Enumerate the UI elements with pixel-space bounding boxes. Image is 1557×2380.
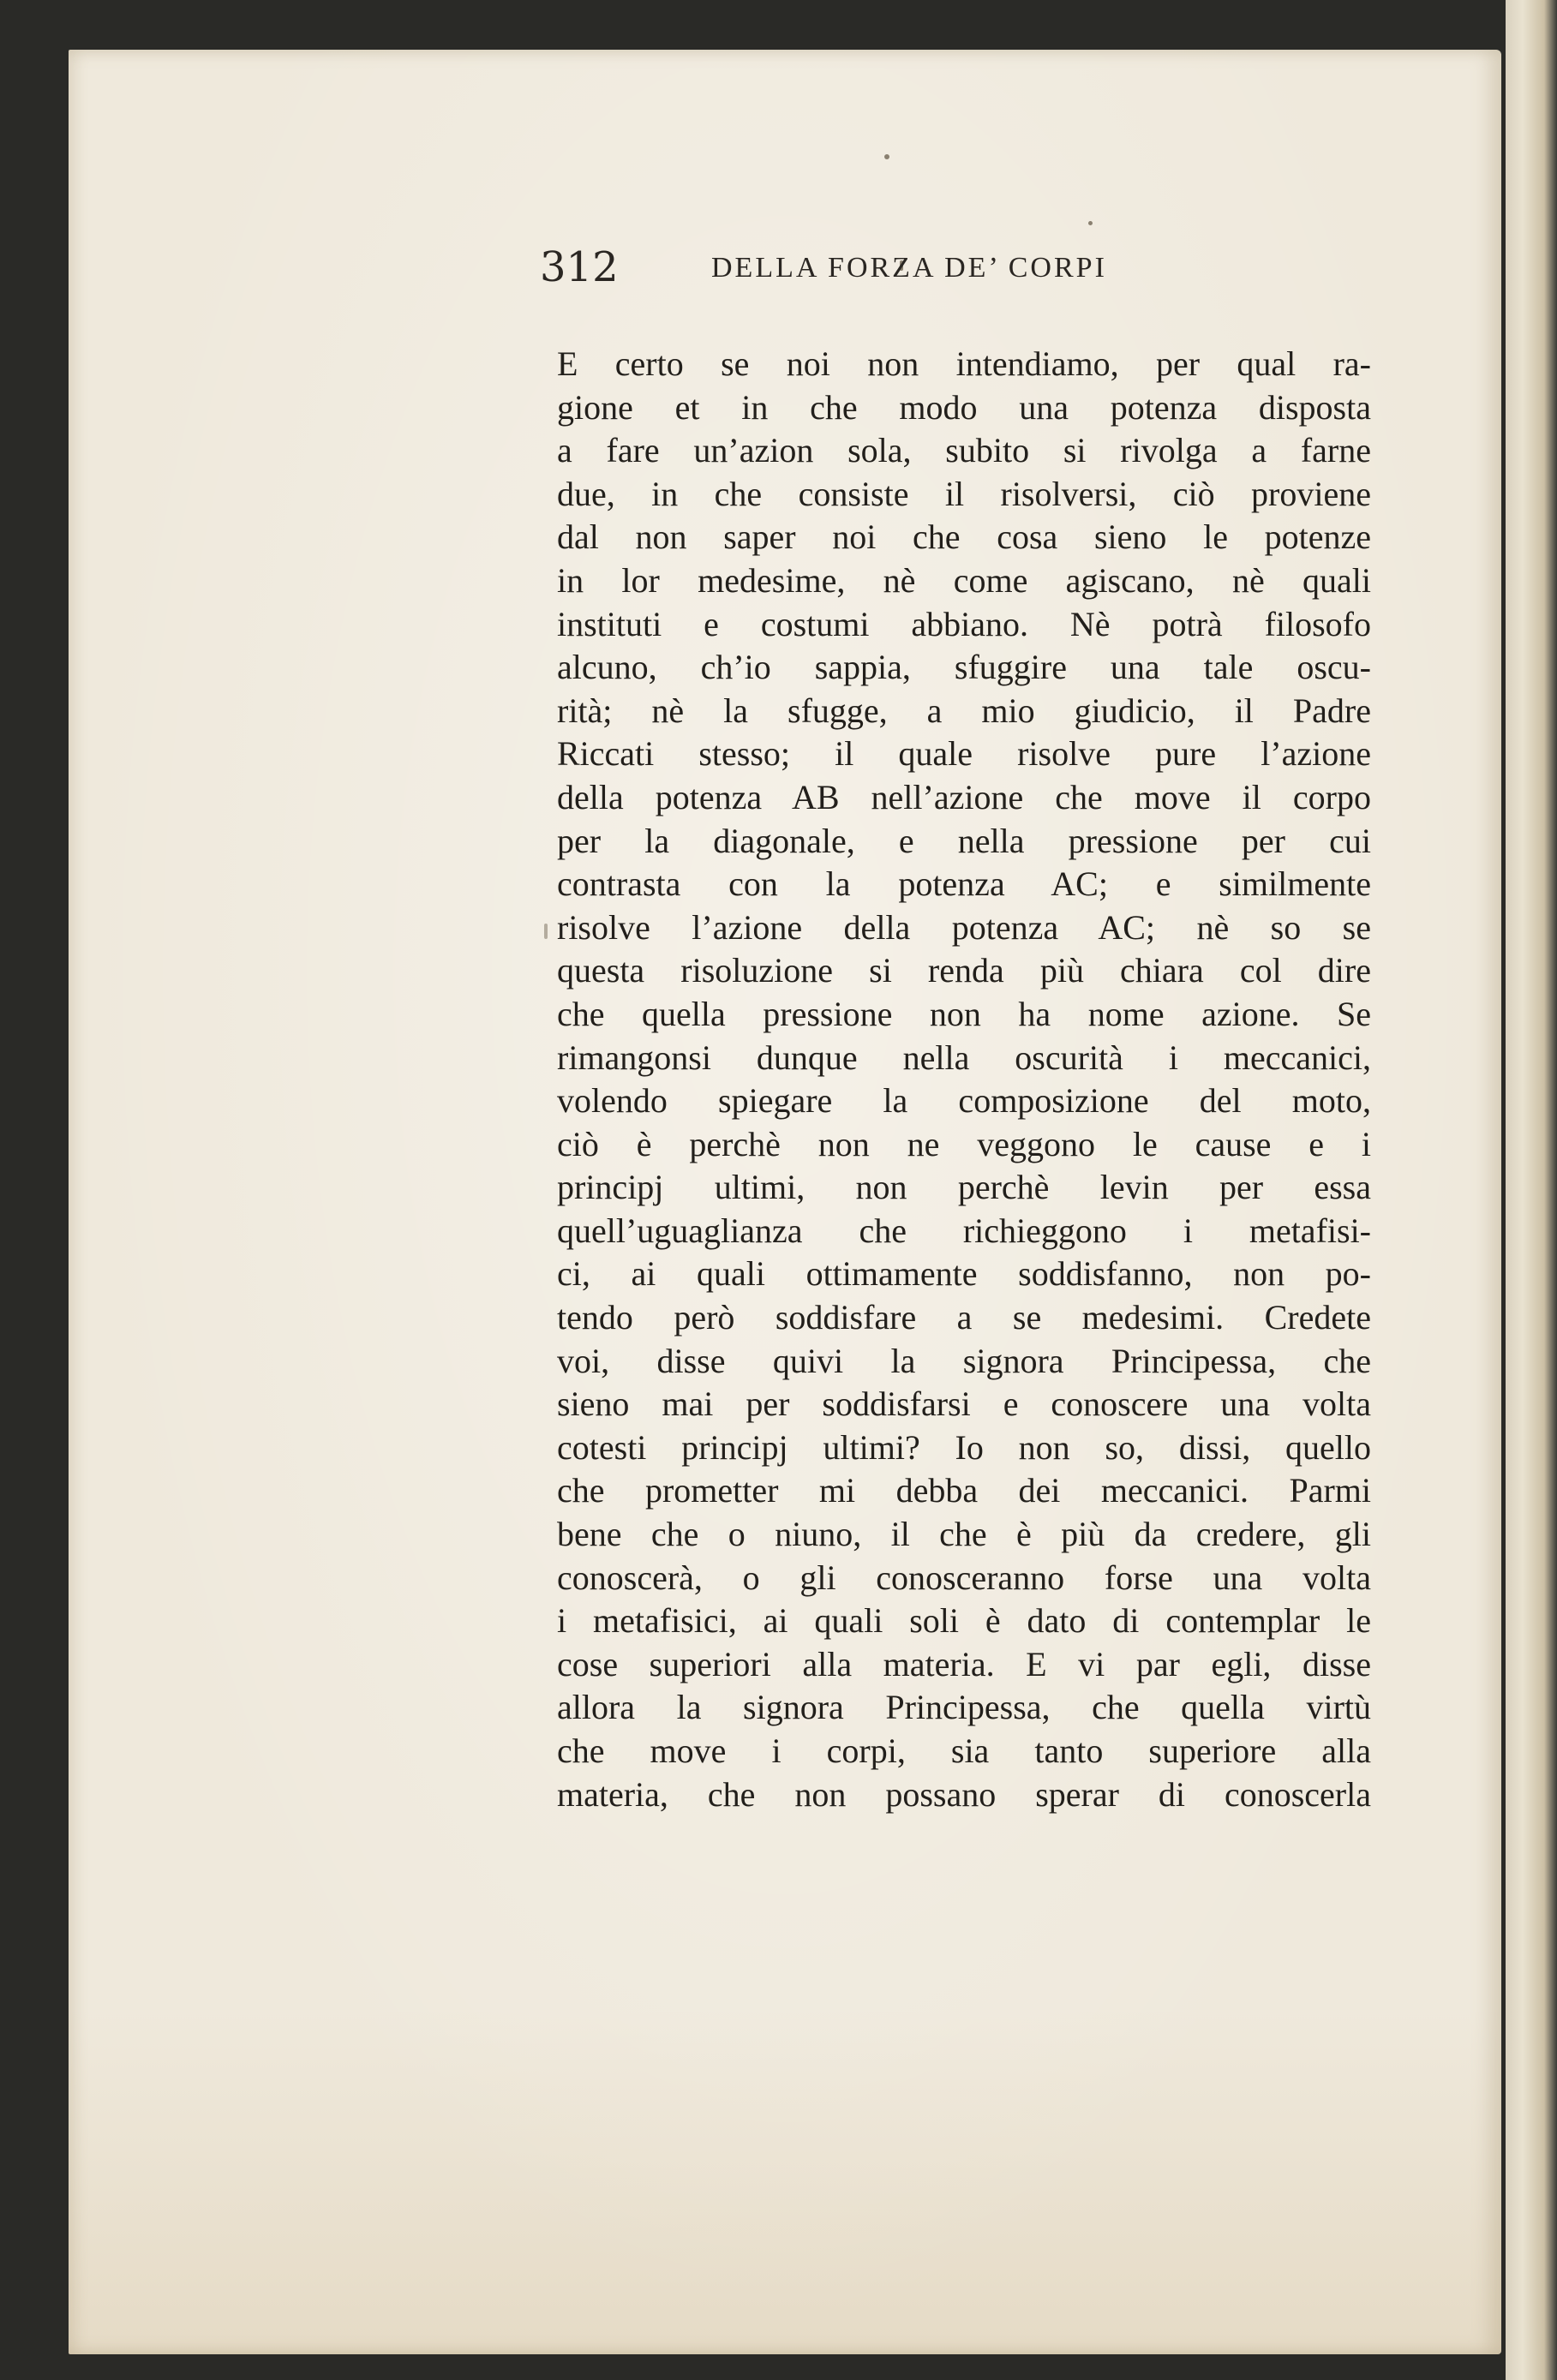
- text-line: materia, che non possano sperar di conoscerla: [557, 1774, 1371, 1814]
- text-line: risolve l’azione della potenza AC; nè so se: [557, 907, 1371, 947]
- text-line: gione et in che modo una potenza disposta: [557, 387, 1371, 427]
- text-line: ciò è perchè non ne veggono le cause e i: [557, 1124, 1371, 1163]
- paper-speck: [884, 154, 889, 159]
- text-line: questa risoluzione si renda più chiara col dire: [557, 951, 1371, 990]
- text-line: conoscerà, o gli conosceranno forse una volta: [557, 1558, 1371, 1597]
- text-line: rità; nè la sfugge, a mio giudicio, il Padre: [557, 691, 1371, 730]
- paper-speck: [544, 924, 548, 939]
- page-number: 312: [540, 243, 619, 291]
- text-line: instituti e costumi abbiano. Nè potrà filosofo: [557, 604, 1371, 643]
- text-line: voi, disse quivi la signora Principessa, che: [557, 1341, 1371, 1380]
- text-line: tendo però soddisfare a se medesimi. Credete: [557, 1298, 1371, 1337]
- text-line: allora la signora Principessa, che quella virtù: [557, 1688, 1371, 1727]
- text-line: che prometter mi debba dei meccanici. Parmi: [557, 1471, 1371, 1510]
- text-line: E certo se noi non intendiamo, per qual ra-: [557, 344, 1371, 383]
- text-line: ci, ai quali ottimamente soddisfanno, non po-: [557, 1254, 1371, 1294]
- text-line: della potenza AB nell’azione che move il corpo: [557, 777, 1371, 816]
- text-line: dal non saper noi che cosa sieno le potenze: [557, 517, 1371, 557]
- text-line: alcuno, ch’io sappia, sfuggire una tale oscu-: [557, 648, 1371, 687]
- body-text: [557, 343, 1371, 1816]
- text-line: volendo spiegare la composizione del moto,: [557, 1081, 1371, 1121]
- text-line: bene che o niuno, il che è più da credere, gli: [557, 1515, 1371, 1554]
- text-line: sieno mai per soddisfarsi e conoscere una volta: [557, 1384, 1371, 1424]
- text-line: che move i corpi, sia tanto superiore alla: [557, 1731, 1371, 1770]
- text-line: a fare un’azion sola, subito si rivolga a farne: [557, 431, 1371, 470]
- running-title: DELLA FORZA DE’ CORPI: [711, 252, 1107, 284]
- text-line: contrasta con la potenza AC; e similmente: [557, 864, 1371, 904]
- text-line: i metafisici, ai quali soli è dato di contemplar le: [557, 1601, 1371, 1641]
- running-head: [488, 242, 1362, 293]
- text-line: cose superiori alla materia. E vi par egli, disse: [557, 1644, 1371, 1683]
- text-line: principj ultimi, non perchè levin per essa: [557, 1168, 1371, 1207]
- paper-speck: [1088, 221, 1093, 225]
- text-line: che quella pressione non ha nome azione. Se: [557, 994, 1371, 1033]
- facing-page-edge: [1506, 0, 1557, 2380]
- text-line: rimangonsi dunque nella oscurità i meccanici,: [557, 1038, 1371, 1077]
- text-line: due, in che consiste il risolversi, ciò proviene: [557, 474, 1371, 513]
- text-line: Riccati stesso; il quale risolve pure l’azione: [557, 734, 1371, 774]
- text-line: per la diagonale, e nella pressione per cui: [557, 821, 1371, 860]
- text-line: quell’uguaglianza che richieggono i metafisi-: [557, 1211, 1371, 1250]
- text-line: in lor medesime, nè come agiscano, nè quali: [557, 560, 1371, 600]
- text-line: cotesti principj ultimi? Io non so, dissi, quello: [557, 1427, 1371, 1467]
